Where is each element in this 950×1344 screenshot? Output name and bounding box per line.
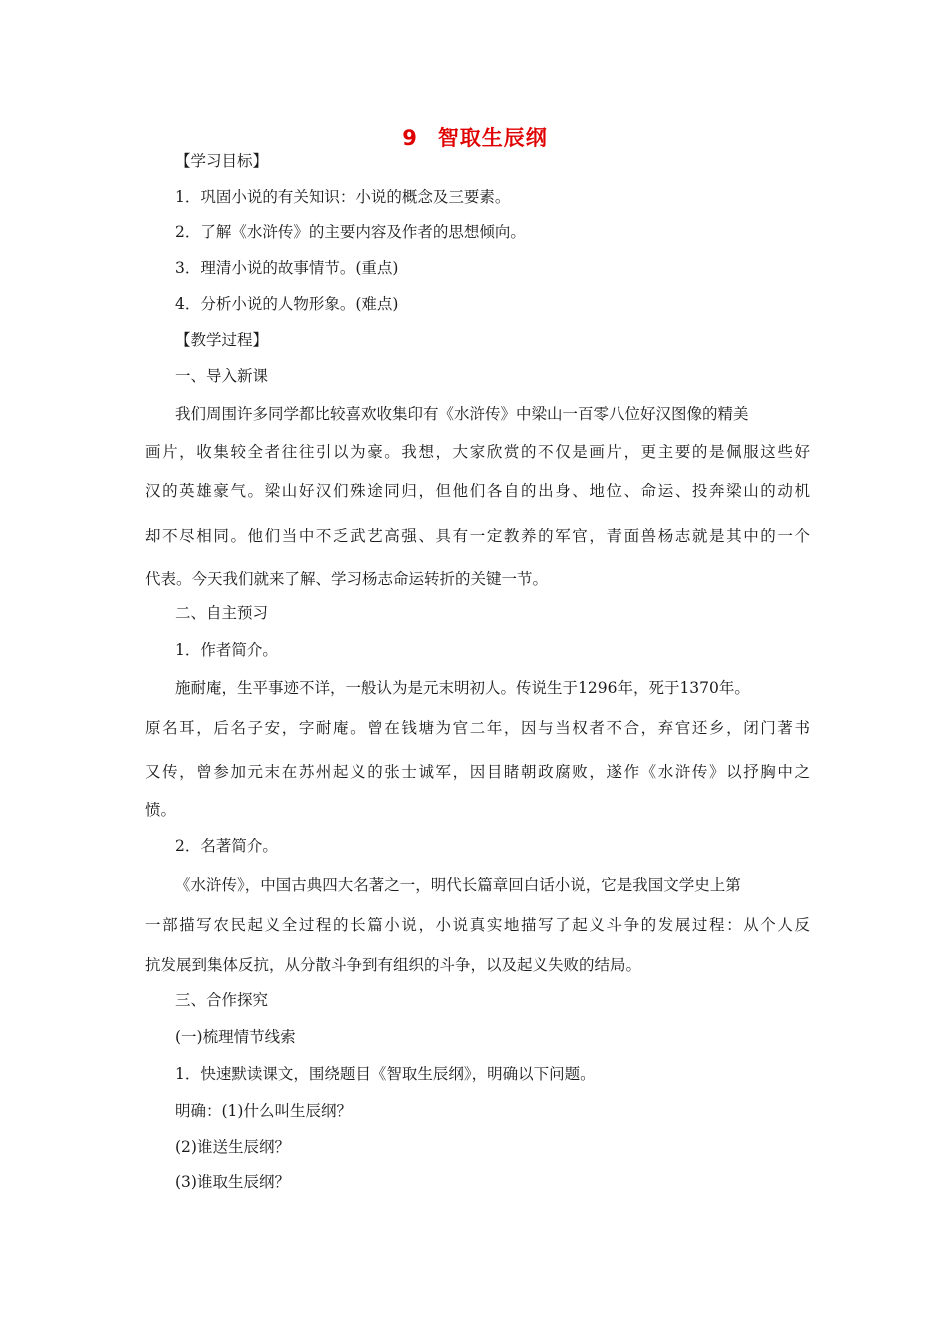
section-heading-process: 【教学过程】: [175, 331, 269, 349]
section-heading-objectives: 【学习目标】: [175, 152, 269, 170]
author-paragraph-line: 原名耳，后名子安，字耐庵。曾在钱塘为官二年，因与当权者不合，弃官还乡，闭门著书: [145, 719, 810, 737]
page-title: [0, 122, 950, 152]
question-1: 明确：(1)什么叫生辰纲？: [175, 1102, 352, 1120]
objective-item-4: 4．分析小说的人物形象。(难点): [175, 295, 399, 313]
objective-item-1: 1．巩固小说的有关知识：小说的概念及三要素。: [175, 188, 511, 206]
objective-item-3: 3．理清小说的故事情节。(重点): [175, 259, 399, 277]
intro-paragraph-line: 代表。今天我们就来了解、学习杨志命运转折的关键一节。: [145, 570, 549, 588]
plot-clues-heading: (一)梳理情节线索: [175, 1028, 296, 1046]
question-3: (3)谁取生辰纲？: [175, 1173, 290, 1191]
author-paragraph-line: 施耐庵，生平事迹不详，一般认为是元末明初人。传说生于1296年，死于1370年。: [175, 679, 750, 697]
author-paragraph-line: 愤。: [145, 801, 177, 819]
intro-paragraph-line: 却不尽相同。他们当中不乏武艺高强、具有一定教养的军官，青面兽杨志就是其中的一个: [145, 527, 810, 545]
lesson-number: 9: [402, 126, 418, 150]
book-paragraph-line: 一部描写农民起义全过程的长篇小说，小说真实地描写了起义斗争的发展过程：从个人反: [145, 916, 810, 934]
author-intro-heading: 1．作者简介。: [175, 641, 278, 659]
objective-item-2: 2．了解《水浒传》的主要内容及作者的思想倾向。: [175, 223, 526, 241]
author-paragraph-line: 又传，曾参加元末在苏州起义的张士诚军，因目睹朝政腐败，遂作《水浒传》以抒胸中之: [145, 763, 810, 781]
subheading-preview: 二、自主预习: [175, 604, 269, 622]
question-2: (2)谁送生辰纲？: [175, 1138, 290, 1156]
book-intro-heading: 2．名著简介。: [175, 837, 278, 855]
intro-paragraph-line: 我们周围许多同学都比较喜欢收集印有《水浒传》中梁山一百零八位好汉图像的精美: [175, 405, 749, 423]
subheading-introduction: 一、导入新课: [175, 367, 269, 385]
intro-paragraph-line: 画片，收集较全者往往引以为豪。我想，大家欣赏的不仅是画片，更主要的是佩服这些好: [145, 443, 810, 461]
book-paragraph-line: 《水浒传》，中国古典四大名著之一，明代长篇章回白话小说，它是我国文学史上第: [175, 876, 741, 894]
lesson-title: 智取生辰纲: [437, 126, 548, 150]
intro-paragraph-line: 汉的英雄豪气。梁山好汉们殊途同归，但他们各自的出身、地位、命运、投奔梁山的动机: [145, 482, 810, 500]
task-item-1: 1．快速默读课文，围绕题目《智取生辰纲》，明确以下问题。: [175, 1065, 596, 1083]
book-paragraph-line: 抗发展到集体反抗，从分散斗争到有组织的斗争，以及起义失败的结局。: [145, 956, 642, 974]
subheading-cooperative-inquiry: 三、合作探究: [175, 991, 269, 1009]
